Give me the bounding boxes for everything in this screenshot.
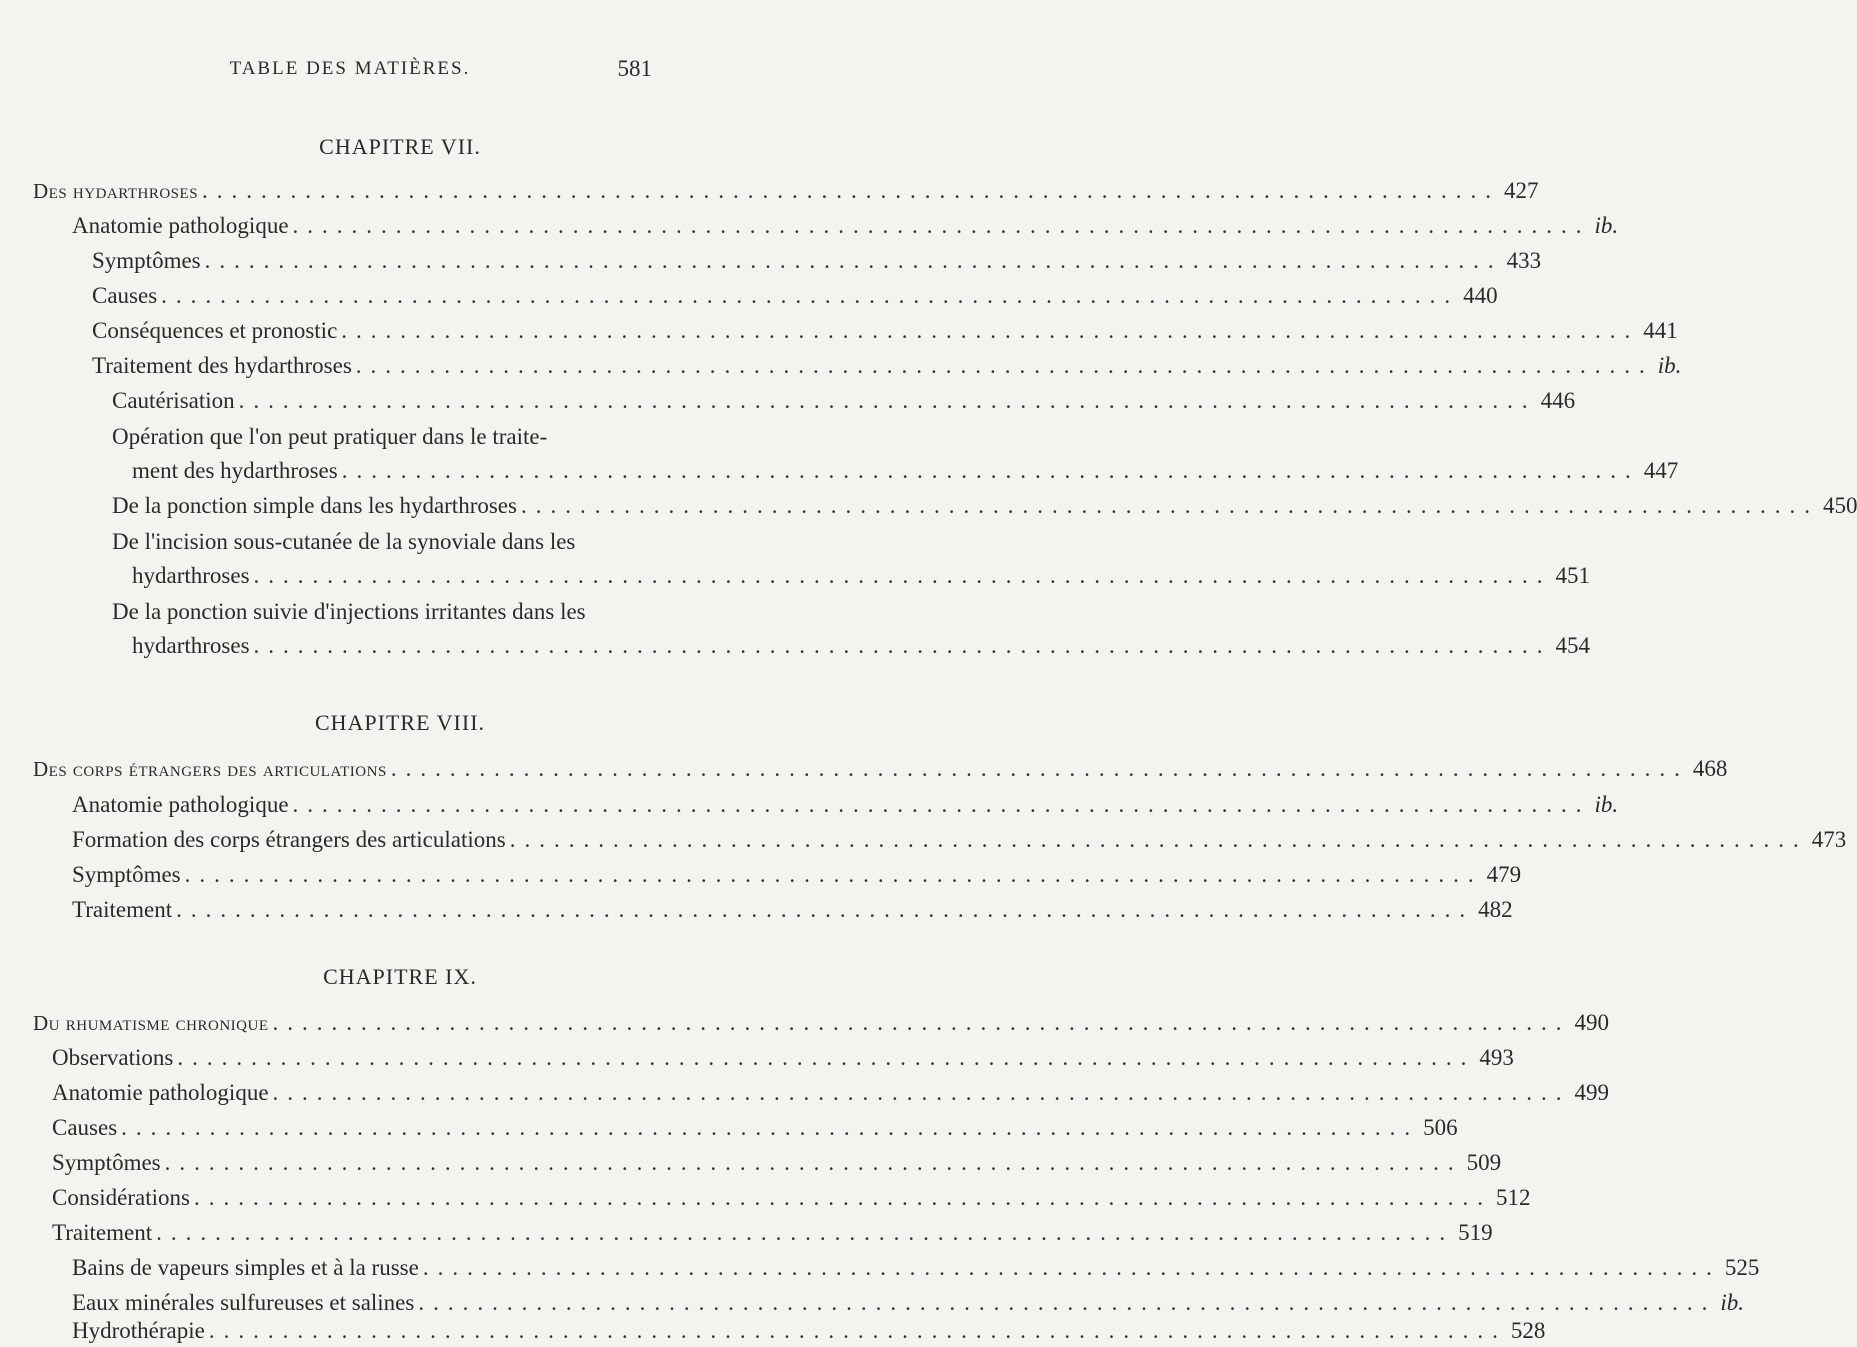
toc-entry	[92, 310, 1678, 344]
entry-title: Cautérisation	[112, 388, 235, 413]
entry-page: 447	[1643, 458, 1679, 483]
entry-page: 433	[1506, 248, 1542, 273]
dot-leader: ........................................................................................	[204, 248, 1503, 273]
entry-title: Conséquences et pronostic	[92, 318, 338, 343]
dot-leader: ........................................................................................	[177, 1045, 1476, 1070]
dot-leader: ........................................................................................	[390, 756, 1689, 781]
toc-entry	[52, 1177, 1531, 1211]
toc-entry	[72, 1310, 1546, 1344]
entry-title: Traitement des hydarthroses	[92, 353, 352, 378]
toc-entry	[52, 1072, 1610, 1106]
dot-leader: ........................................................................................	[202, 178, 1501, 203]
entry-title-line1: De la ponction suivie d'injections irritantes dans les	[112, 599, 586, 624]
entry-page: 525	[1724, 1255, 1760, 1280]
entry-title: Considérations	[52, 1185, 190, 1210]
dot-leader: ........................................................................................	[422, 1255, 1721, 1280]
entry-page: 479	[1486, 862, 1522, 887]
dot-leader: ........................................................................................	[292, 213, 1591, 238]
chapter-heading: CHAPITRE VIII.	[314, 710, 486, 735]
entry-title: De la ponction simple dans les hydarthroses	[112, 493, 517, 518]
entry-title: Causes	[92, 283, 158, 308]
entry-title: Observations	[52, 1045, 174, 1070]
toc-entry	[52, 1142, 1502, 1176]
entry-title: Du rhumatisme chronique	[33, 1011, 269, 1035]
toc-entry	[52, 1037, 1514, 1071]
entry-title: Anatomie pathologique	[52, 1080, 269, 1105]
entry-page: 490	[1574, 1010, 1610, 1035]
dot-leader: ........................................................................................	[253, 563, 1552, 588]
entry-title: Traitement	[72, 897, 173, 922]
entry-title: Anatomie pathologique	[72, 213, 289, 238]
toc-entry	[132, 450, 1679, 484]
toc-entry	[92, 275, 1498, 309]
entry-title: Symptômes	[52, 1150, 161, 1175]
dot-leader: ........................................................................................	[341, 458, 1640, 483]
toc-entry-section	[33, 1002, 1610, 1036]
dot-leader: ........................................................................................	[253, 633, 1552, 658]
toc-entry	[112, 485, 1857, 519]
entry-page: ib.	[1657, 353, 1682, 378]
entry-page: 468	[1692, 756, 1728, 781]
dot-leader: ........................................................................................	[161, 283, 1460, 308]
running-head-page-number: 581	[617, 56, 652, 81]
toc-entry	[72, 854, 1522, 888]
dot-leader: ........................................................................................	[272, 1010, 1571, 1035]
entry-title: hydarthroses	[132, 633, 250, 658]
chapter-heading: CHAPITRE IX.	[323, 964, 477, 989]
toc-entry	[72, 784, 1619, 818]
entry-page: 441	[1643, 318, 1678, 343]
entry-page: ib.	[1594, 213, 1619, 238]
entry-title: Eaux minérales sulfureuses et salines	[72, 1290, 415, 1315]
running-head-title: TABLE DES MATIÈRES.	[229, 58, 471, 79]
toc-entry	[72, 205, 1619, 239]
dot-leader: ........................................................................................	[184, 862, 1483, 887]
dot-leader: ........................................................................................	[194, 1185, 1492, 1210]
running-head	[0, 58, 800, 90]
entry-page: 450	[1822, 493, 1857, 518]
entry-title: Symptômes	[72, 862, 181, 887]
entry-page: 528	[1510, 1318, 1546, 1343]
dot-leader: ........................................................................................	[208, 1318, 1507, 1343]
dot-leader: ........................................................................................	[292, 792, 1591, 817]
entry-title: Symptômes	[92, 248, 201, 273]
dot-leader: ........................................................................................	[156, 1220, 1455, 1245]
dot-leader: ........................................................................................	[341, 318, 1640, 343]
entry-page: 451	[1555, 563, 1591, 588]
entry-page: 440	[1463, 283, 1498, 308]
toc-entry	[72, 819, 1847, 853]
toc-entry	[132, 625, 1591, 659]
entry-page: 454	[1555, 633, 1591, 658]
toc-entry	[92, 345, 1682, 379]
dot-leader: ........................................................................................	[355, 353, 1654, 378]
entry-page: 427	[1504, 178, 1539, 203]
entry-page: 482	[1478, 897, 1513, 922]
entry-title: Causes	[52, 1115, 118, 1140]
entry-page: 493	[1479, 1045, 1514, 1070]
entry-page: 519	[1458, 1220, 1493, 1245]
dot-leader: ........................................................................................	[164, 1150, 1463, 1175]
toc-entry	[112, 380, 1576, 414]
entry-title-line1: De l'incision sous-cutanée de la synoviale dans les	[112, 529, 576, 554]
entry-title: Bains de vapeurs simples et à la russe	[72, 1255, 419, 1280]
entry-title: Formation des corps étrangers des articulations	[72, 827, 506, 852]
entry-page: 499	[1574, 1080, 1610, 1105]
entry-page: 509	[1466, 1150, 1502, 1175]
toc-entry-section	[33, 748, 1728, 782]
toc-entry	[72, 1247, 1760, 1281]
toc-entry	[92, 240, 1542, 274]
toc-entry	[52, 1212, 1493, 1246]
dot-leader: ........................................................................................	[520, 493, 1819, 518]
toc-entry	[52, 1107, 1458, 1141]
entry-page: 473	[1811, 827, 1847, 852]
dot-leader: ........................................................................................	[509, 827, 1808, 852]
dot-leader: ........................................................................................	[418, 1290, 1717, 1315]
entry-title: ment des hydarthroses	[132, 458, 338, 483]
dot-leader: ........................................................................................	[238, 388, 1537, 413]
entry-title: Anatomie pathologique	[72, 792, 289, 817]
entry-title: Des corps étrangers des articulations	[33, 757, 387, 781]
entry-page: 506	[1423, 1115, 1458, 1140]
toc-entry-section	[33, 170, 1539, 204]
entry-page: ib.	[1594, 792, 1619, 817]
dot-leader: ........................................................................................	[272, 1080, 1571, 1105]
entry-page: 446	[1540, 388, 1576, 413]
dot-leader: ........................................................................................	[121, 1115, 1420, 1140]
entry-page: 512	[1496, 1185, 1531, 1210]
toc-entry	[132, 555, 1591, 589]
entry-title: Des hydarthroses	[33, 179, 199, 203]
entry-title-line1: Opération que l'on peut pratiquer dans le traite-	[112, 424, 548, 449]
chapter-heading: CHAPITRE VII.	[319, 134, 481, 159]
entry-title: Hydrothérapie	[72, 1318, 205, 1343]
entry-page: ib.	[1720, 1290, 1744, 1315]
entry-title: hydarthroses	[132, 563, 250, 588]
dot-leader: ........................................................................................	[176, 897, 1475, 922]
toc-entry	[72, 889, 1513, 923]
entry-title: Traitement	[52, 1220, 153, 1245]
